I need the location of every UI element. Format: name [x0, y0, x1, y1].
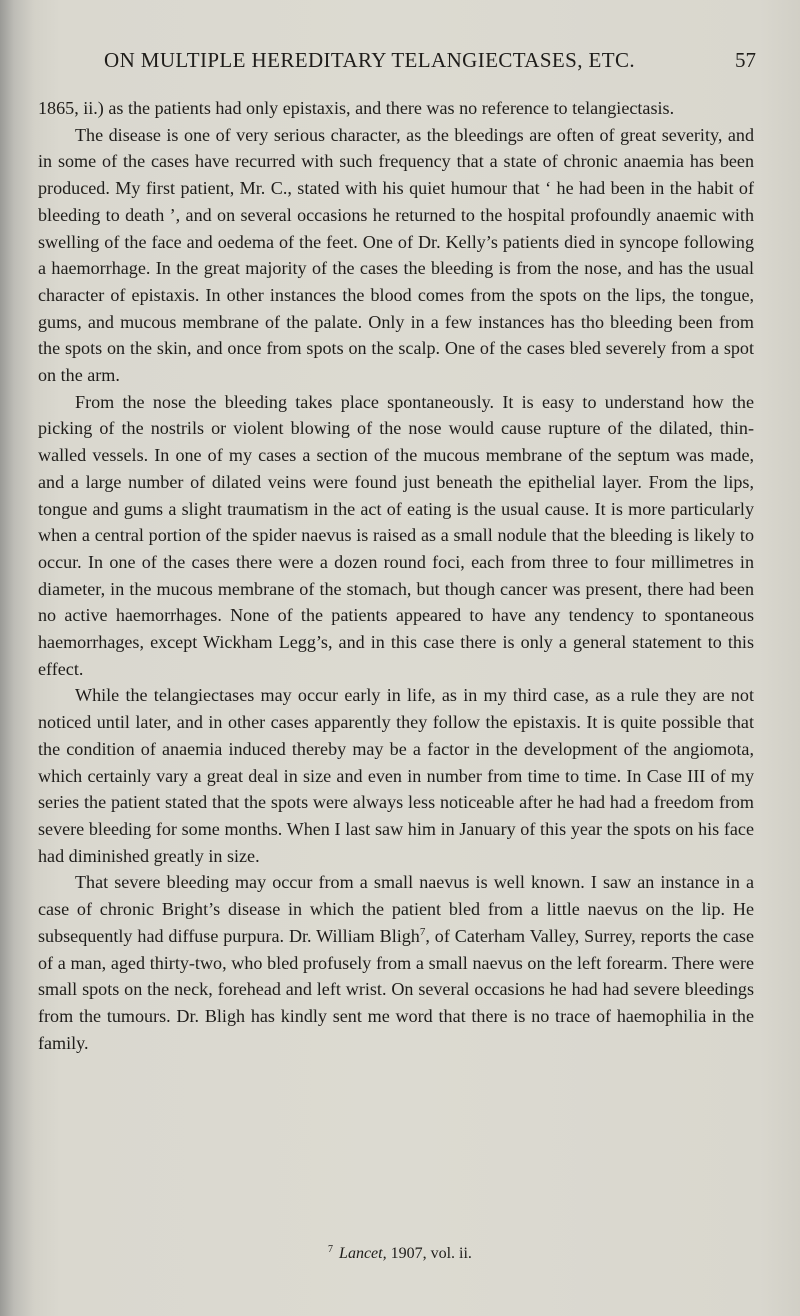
paragraph-3: From the nose the bleeding takes place spontaneously. It is easy to understand how the picking of the nostrils or violent blowing of the nose would cause rupture of the dilated, thin-walled vessels. In one of my cases a section of the mucous membrane of the septum was made, and a large number of dilated veins were found just beneath the epithelial layer. From the lips, tongue and gums a slight traumatism in the act of eating is the usual cause. It is more particularly when a central portion of the spider naevus is raised as a small nodule that the bleeding is likely to occur. In one of the cases there were a dozen round foci, each from three to four millimetres in diameter, in the mucous membrane of the stomach, but though cancer was present, there had been no active haemorrhages. None of the patients appeared to have any tendency to spontaneous haemorrhages, except Wickham Legg’s, and in this case there is only a general statement to this effect.	[38, 391, 754, 679]
body-text	[38, 95, 754, 1056]
page-number: 57	[735, 48, 756, 72]
footnote-detail: 1907, vol. ii.	[390, 1245, 472, 1262]
paragraph-5	[38, 869, 754, 1056]
paragraph-5-text-b: , of Caterham Valley, Surrey, reports the case of a man, aged thirty-two, who bled profusely from a small naevus on the left forearm. There were small spots on the neck, forehead and left wrist. On several occasions he had had severe bleedings from the tumours. Dr. Bligh has kindly sent me word that there is no trace of haemophilia in the family.	[38, 925, 754, 1053]
paragraph-5-text-a: That severe bleeding may occur from a small naevus is well known. I saw an instance in a case of chronic Bright’s disease in which the patient bled from a little naevus on the lip. He subsequently had diffuse purpura. Dr. William Bligh	[38, 872, 754, 946]
paragraph-4: While the telangiectases may occur early in life, as in my third case, as a rule they are not noticed until later, and in other cases apparently they follow the epistaxis. It is quite possible that the condition of anaemia induced thereby may be a factor in the development of the angiomota, which certainly vary a great deal in size and even in number from time to time. In Case III of my series the patient stated that the spots were always less noticeable after he had had a freedom from severe bleeding for some months. When I last saw him in January of this year the spots on his face had diminished greatly in size.	[38, 685, 754, 866]
page-header	[38, 48, 756, 78]
paragraph-1: 1865, ii.) as the patients had only epistaxis, and there was no reference to telangiectasis.	[38, 98, 675, 118]
running-title: ON MULTIPLE HEREDITARY TELANGIECTASES, ETC.	[104, 48, 636, 72]
footnote-reference: 7	[419, 925, 426, 938]
paragraph-2: The disease is one of very serious character, as the bleedings are often of great severity, and in some of the cases have recurred with such frequency that a state of chronic anaemia has been produced. My first patient, Mr. C., stated with his quiet humour that ‘ he had been in the habit of bleeding to death ’, and on several occasions he returned to the hospital profoundly anaemic with swelling of the face and oedema of the feet. One of Dr. Kelly’s patients died in syncope following a haemorrhage. In the great majority of the cases the bleeding is from the nose, and has the usual character of epistaxis. In other instances the blood comes from the spots on the lips, the tongue, gums, and mucous membrane of the palate. Only in a few instances has tho bleeding been from the spots on the skin, and once from spots on the scalp. One of the cases bled severely from a spot on the arm.	[38, 124, 754, 386]
footnote-mark: 7	[328, 1244, 334, 1255]
footnote-source: Lancet,	[339, 1245, 387, 1262]
footnote	[0, 1244, 800, 1263]
